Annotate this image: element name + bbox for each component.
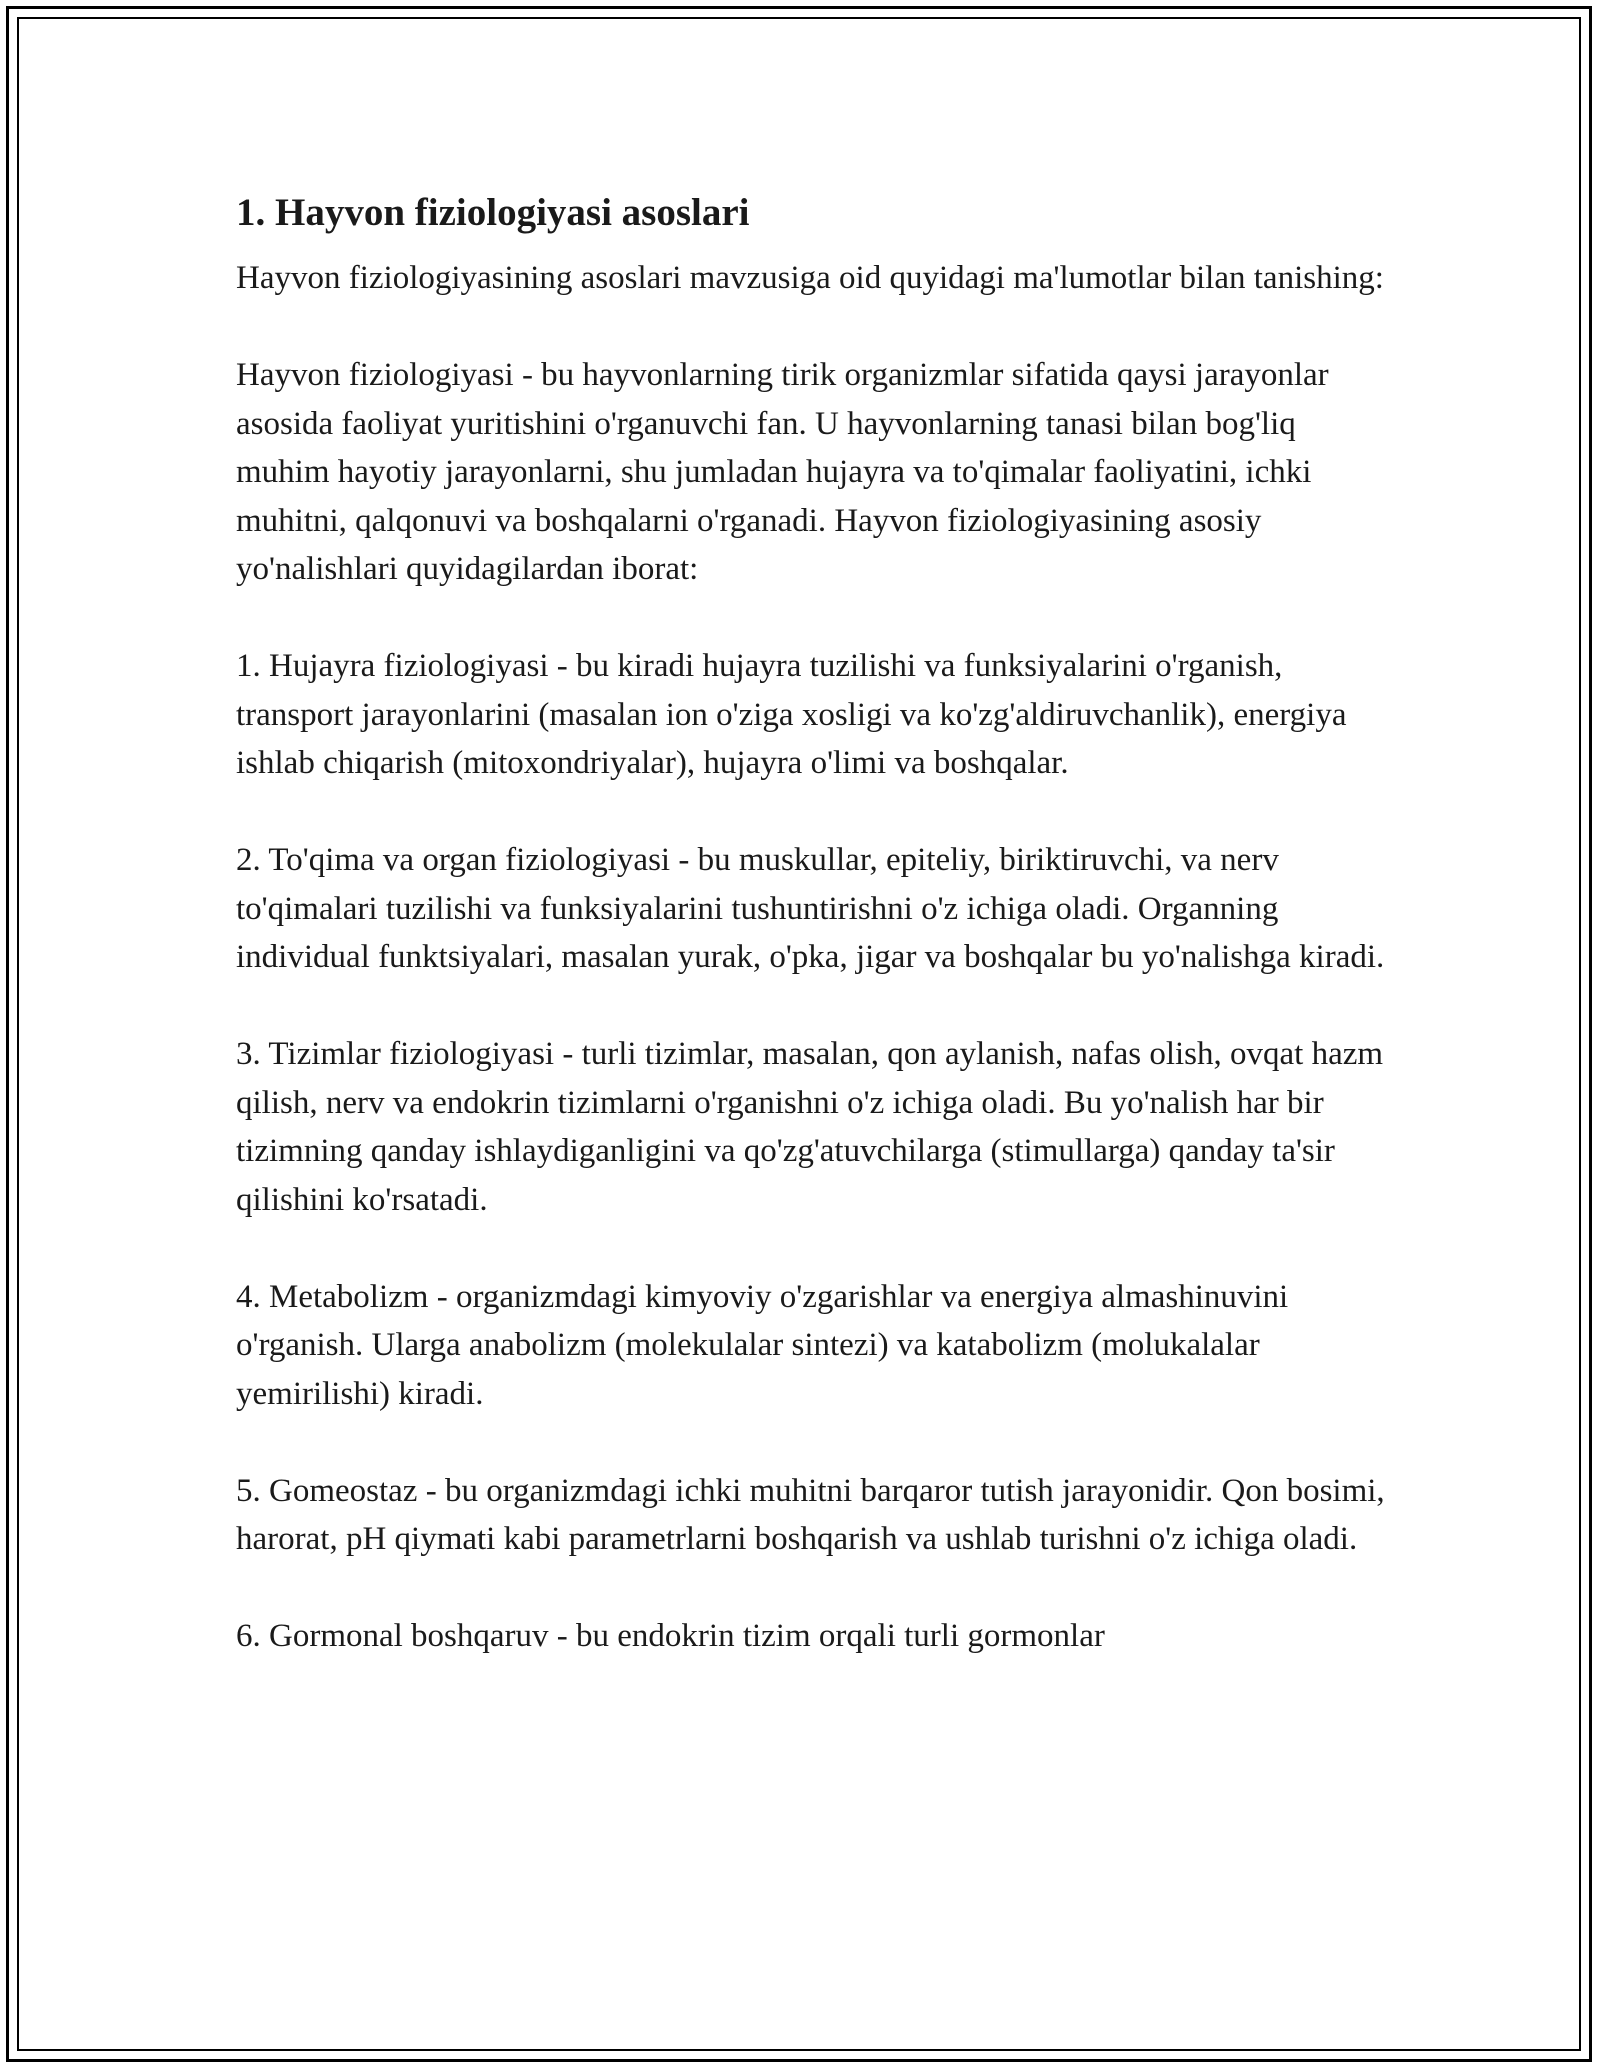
list-item-systems-physiology: 3. Tizimlar fiziologiyasi - turli tizimlar, masalan, qon aylanish, nafas olish, ovqat hazm qilish, nerv va endokrin tizimlarni o'rganishni o'z ichiga oladi. Bu yo'nalish har bir tizimning qanday ishlaydiganligini va qo'zg'atuvchilarga (stimullarga) qanday ta'sir qilishini ko'rsatadi. <box>236 1036 1384 1218</box>
list-item-tissue-organ-physiology: 2. To'qima va organ fiziologiyasi - bu muskullar, epiteliy, biriktiruvchi, va nerv to'qimalari tuzilishi va funksiyalarini tushuntirishni o'z ichiga oladi. Organning individual funktsiyalari, masalan yurak, o'pka, jigar va boshqalar bu yo'nalishga kiradi. <box>236 842 1385 975</box>
intro-paragraph: Hayvon fiziologiyasining asoslari mavzusiga oid quyidagi ma'lumotlar bilan tanishing: <box>236 260 1384 296</box>
document-body <box>236 184 1396 1661</box>
list-item-homeostasis: 5. Gomeostaz - bu organizmdagi ichki muhitni barqaror tutish jarayonidir. Qon bosimi, harorat, pH qiymati kabi parametrlarni boshqarish va ushlab turishni o'z ichiga oladi. <box>236 1472 1385 1557</box>
document-title: 1. Hayvon fiziologiyasi asoslari <box>236 191 750 234</box>
definition-paragraph: Hayvon fiziologiyasi - bu hayvonlarning tirik organizmlar sifatida qaysi jarayonlar asosida faoliyat yuritishini o'rganuvchi fan. U hayvonlarning tanasi bilan bog'liq muhim hayotiy jarayonlarni, shu jumladan hujayra va to'qimalar faoliyatini, ichki muhitni, qalqonuvi va boshqalarni o'rganadi. Hayvon fiziologiyasining asosiy yo'nalishlari quyidagilardan iborat: <box>236 357 1329 587</box>
list-item-cell-physiology: 1. Hujayra fiziologiyasi - bu kiradi hujayra tuzilishi va funksiyalarini o'rganish, transport jarayonlarini (masalan ion o'ziga xosligi va ko'zg'aldiruvchanlik), energiya ishlab chiqarish (mitoxondriyalar), hujayra o'limi va boshqalar. <box>236 648 1347 781</box>
list-item-metabolism: 4. Metabolizm - organizmdagi kimyoviy o'zgarishlar va energiya almashinuvini o'rganish. Ularga anabolizm (molekulalar sintezi) va katabolizm (molukalalar yemirilishi) kiradi. <box>236 1278 1289 1412</box>
list-item-hormonal-regulation: 6. Gormonal boshqaruv - bu endokrin tizim orqali turli gormonlar <box>236 1618 1105 1654</box>
